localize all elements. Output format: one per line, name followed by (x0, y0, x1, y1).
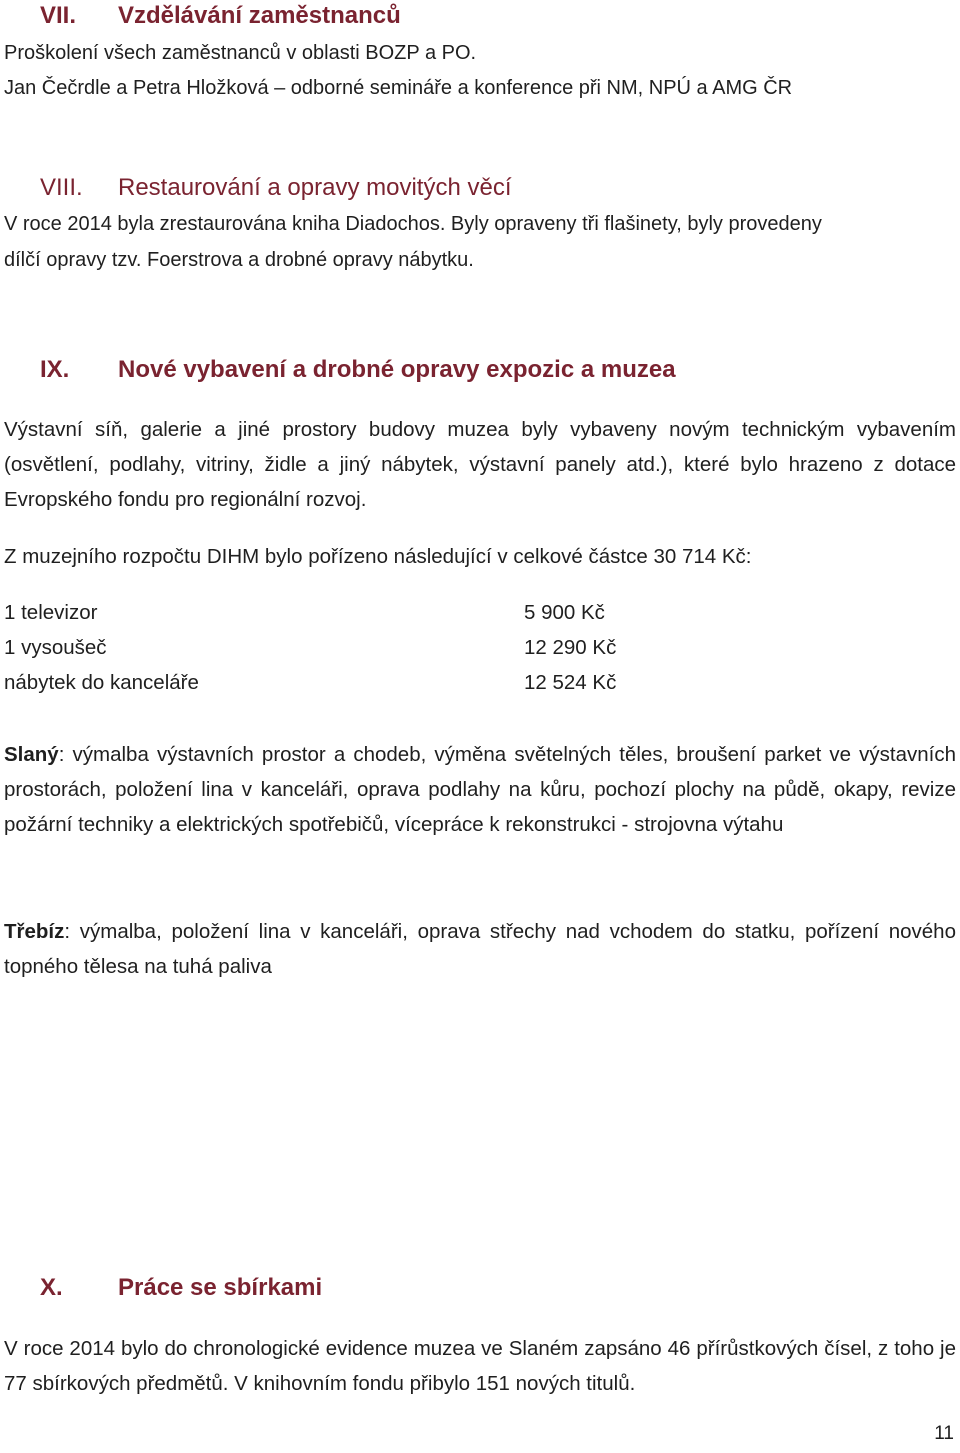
paragraph-slany (4, 737, 956, 842)
paragraph: V roce 2014 bylo do chronologické evidence muzea ve Slaném zapsáno 46 přírůstkových čísel, z toho je 77 sbírkových předmětů. V knihovním fondu přibylo 151 nových titulů. (4, 1337, 956, 1395)
item-price: 12 290 Kč (524, 636, 617, 659)
item-price: 5 900 Kč (524, 601, 605, 624)
item-name: nábytek do kanceláře (4, 671, 199, 694)
section-title: Práce se sbírkami (118, 1274, 323, 1301)
paragraph-line: dílčí opravy tzv. Foerstrova a drobné opravy nábytku. (4, 249, 474, 271)
paragraph-text: : výmalba, položení lina v kanceláři, oprava střechy nad vchodem do statku, pořízení nového topného tělesa na tuhá paliva (4, 920, 956, 978)
paragraph: Z muzejního rozpočtu DIHM bylo pořízeno následující v celkové částce 30 714 Kč: (4, 545, 752, 568)
page-number: 11 (934, 1423, 954, 1444)
paragraph: Výstavní síň, galerie a jiné prostory budovy muzea byly vybaveny novým technickým vybavením (osvětlení, podlahy, vitriny, židle a jiný nábytek, výstavní panely atd.), které bylo hrazeno z dotace Evropského fondu pro regionální rozvoj. (4, 418, 956, 511)
paragraph-text: : výmalba výstavních prostor a chodeb, výměna světelných těles, broušení parket ve výstavních prostorách, položení lina v kanceláři, oprava podlahy na kůru, pochozí plochy na půdě, okapy, revize požární techniky a elektrických spotřebičů, vícepráce k rekonstrukci - strojovna výtahu (4, 743, 956, 836)
section-title: Vzdělávání zaměstnanců (118, 2, 401, 29)
paragraph-line: Jan Čečrdle a Petra Hložková – odborné semináře a konference při NM, NPÚ a AMG ČR (4, 77, 793, 99)
section-number: VII. (40, 2, 77, 29)
section-title: Restaurování a opravy movitých věcí (118, 174, 512, 201)
section-title: Nové vybavení a drobné opravy expozic a muzea (118, 356, 676, 383)
paragraph-trebiz (4, 914, 956, 984)
item-name: 1 vysoušeč (4, 636, 107, 659)
section-number: X. (40, 1274, 63, 1301)
item-price: 12 524 Kč (524, 671, 617, 694)
item-name: 1 televizor (4, 601, 98, 624)
section-number: VIII. (40, 174, 83, 201)
location-label: Třebíz (4, 920, 65, 943)
location-label: Slaný (4, 743, 59, 766)
paragraph-line: Proškolení všech zaměstnanců v oblasti BOZP a PO. (4, 42, 477, 64)
section-number: IX. (40, 356, 70, 383)
paragraph-line: V roce 2014 byla zrestaurována kniha Diadochos. Byly opraveny tři flašinety, byly provedeny (4, 213, 822, 235)
